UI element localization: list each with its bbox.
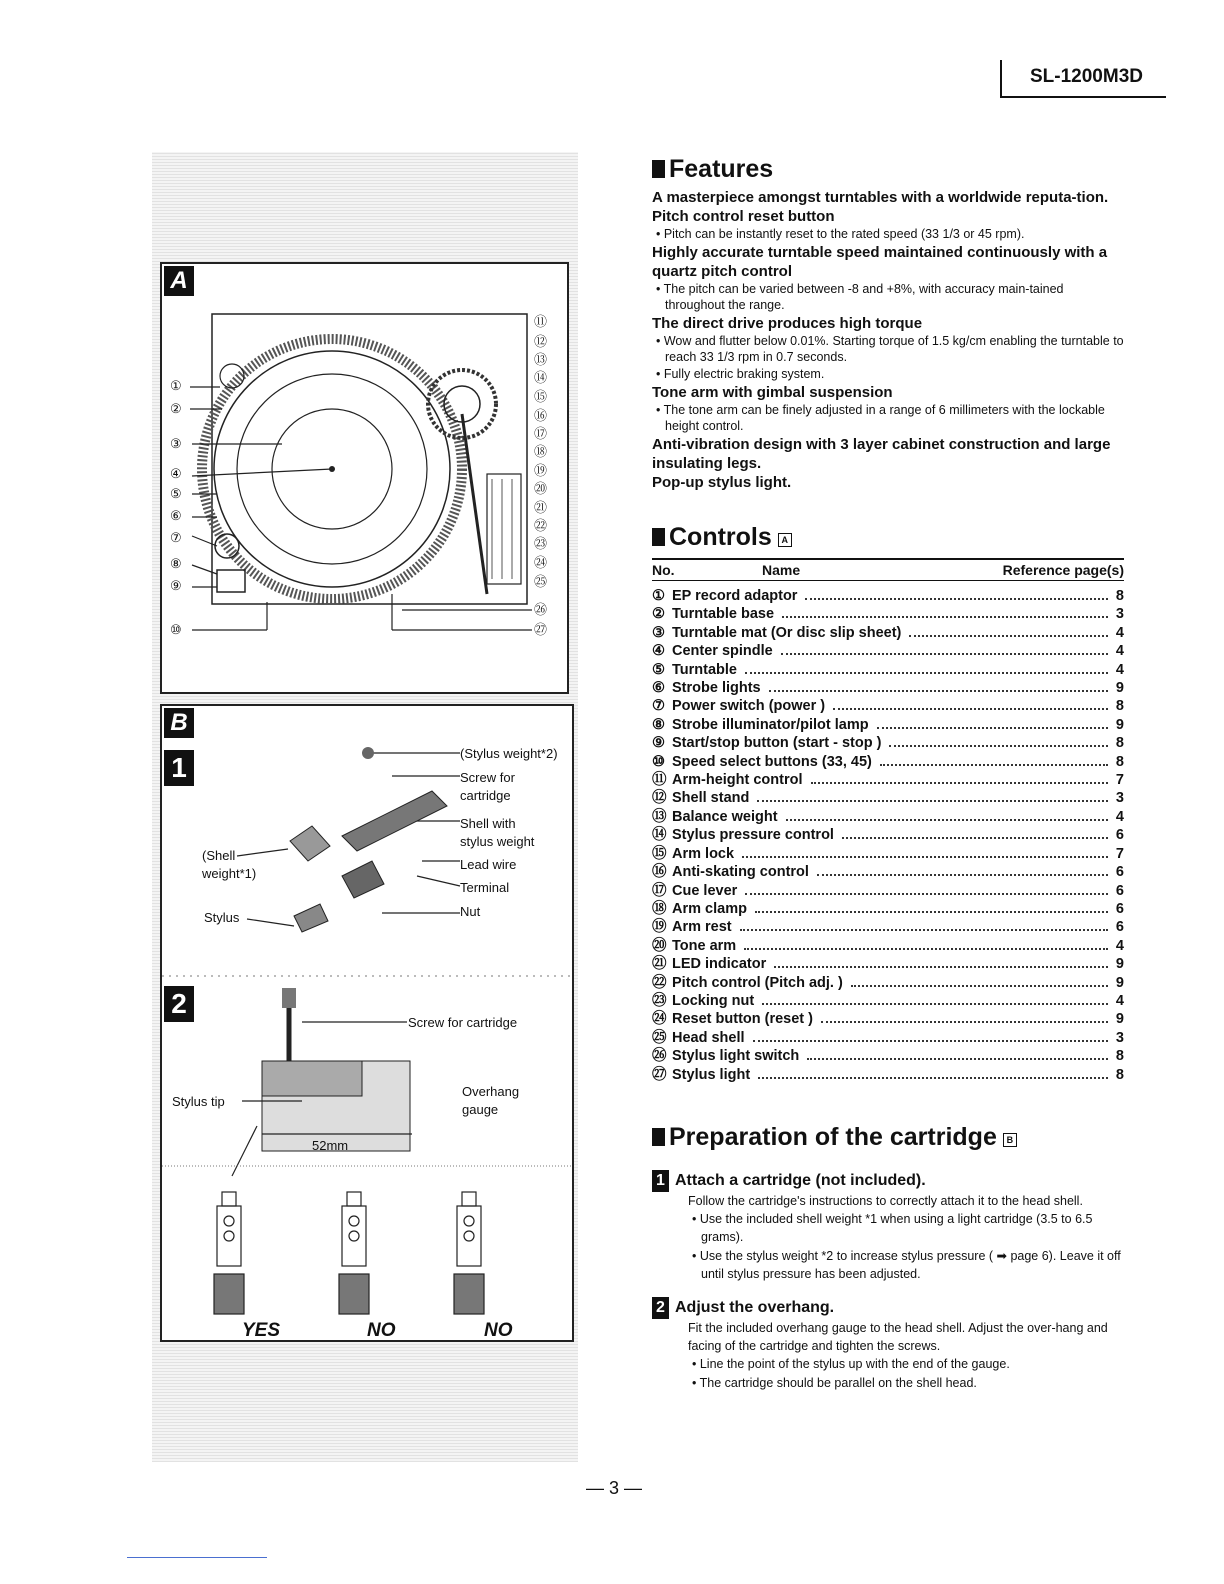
controls-table-header	[652, 560, 1124, 581]
callout-12: ⑫	[534, 334, 548, 349]
dot-leader	[842, 837, 1108, 839]
col-reference: Reference page(s)	[1002, 562, 1124, 578]
callout-1: ①	[170, 378, 182, 393]
panel-a-tag: A	[164, 266, 194, 296]
callout-27: ㉗	[534, 622, 548, 637]
control-name: Stylus pressure control	[672, 827, 834, 844]
control-page: 9	[1115, 974, 1124, 991]
control-name: EP record adaptor	[672, 588, 798, 604]
dot-leader	[877, 727, 1108, 729]
label-screw-for: Screw for	[460, 770, 515, 785]
panel-b-tag: B	[164, 708, 194, 738]
prep-step-2-title: Adjust the overhang.	[675, 1298, 835, 1316]
controls-row	[652, 863, 1124, 881]
controls-table	[652, 558, 1124, 1084]
feature-bullet: • The tone arm can be finely adjusted in a range of 6 millimeters with the lockable height control.	[656, 403, 1105, 433]
dot-leader	[755, 911, 1108, 913]
dot-leader	[821, 1021, 1108, 1023]
dot-leader	[769, 690, 1108, 692]
text-column	[652, 150, 1124, 1393]
control-page: 9	[1115, 716, 1124, 733]
control-page: 8	[1115, 698, 1124, 715]
dot-leader	[753, 1040, 1108, 1042]
label-shell-weight: weight*1)	[202, 866, 257, 881]
label-dimension: 52mm	[312, 1138, 349, 1153]
control-number: ⑲	[652, 919, 667, 936]
controls-row	[652, 1029, 1124, 1047]
control-number: ㉑	[652, 956, 667, 973]
controls-row	[652, 624, 1124, 642]
controls-row	[652, 642, 1124, 660]
square-bullet-icon	[652, 1128, 665, 1146]
control-number: ⑥	[652, 680, 665, 697]
control-number: ⑫	[652, 790, 667, 807]
control-page: 8	[1115, 1066, 1124, 1083]
control-number: ⑤	[652, 661, 665, 678]
prep-step-2-bullet: • Line the point of the stylus up with the end of the gauge.	[692, 1356, 1010, 1371]
control-name: Turntable	[672, 661, 737, 678]
control-number: ⑰	[652, 882, 667, 899]
control-page: 3	[1115, 606, 1124, 623]
control-page: 7	[1115, 772, 1124, 789]
control-page: 4	[1115, 992, 1124, 1009]
step-1-marker: 1	[164, 750, 194, 786]
preparation-heading	[652, 1118, 1124, 1156]
control-name: Turntable mat (Or disc slip sheet)	[672, 624, 902, 641]
controls-row	[652, 1047, 1124, 1065]
prep-step-1-number: 1	[652, 1170, 669, 1192]
feature-heading: Anti-vibration design with 3 layer cabinet construction and large insulating legs.	[652, 436, 1111, 472]
label-stylus: Stylus	[204, 910, 240, 925]
control-number: ⑱	[652, 900, 667, 917]
control-name: Center spindle	[672, 643, 773, 660]
control-name: Stylus light	[672, 1066, 751, 1083]
controls-row	[652, 789, 1124, 807]
model-header	[1000, 60, 1166, 98]
prep-step-2-body	[652, 1319, 1124, 1392]
turntable-diagram	[162, 264, 567, 692]
prep-step-2-text: Fit the included overhang gauge to the head shell. Adjust the over-hang and facing of the cartridge and tighten the screws.	[688, 1320, 1108, 1353]
panel-b	[160, 704, 574, 1342]
control-name: Reset button (reset )	[672, 1011, 813, 1028]
label-no-1: NO	[367, 1320, 396, 1341]
callout-25: ㉕	[534, 574, 548, 589]
control-page: 6	[1115, 900, 1124, 917]
control-page: 4	[1115, 808, 1124, 825]
panel-a	[160, 262, 569, 694]
controls-row	[652, 1066, 1124, 1084]
dot-leader	[745, 672, 1108, 674]
prep-step-1-heading	[652, 1170, 1124, 1192]
controls-row	[652, 734, 1124, 752]
controls-row	[652, 605, 1124, 623]
callout-18: ⑱	[534, 444, 548, 459]
callout-5: ⑤	[170, 486, 182, 501]
callout-3: ③	[170, 436, 182, 451]
controls-row	[652, 992, 1124, 1010]
feature-heading: Highly accurate turntable speed maintained continuously with a quartz pitch control	[652, 244, 1108, 280]
label-overhang: Overhang	[462, 1084, 520, 1099]
callout-11: ⑪	[534, 314, 548, 329]
callout-2: ②	[170, 401, 182, 416]
prep-step-1-bullet: • Use the included shell weight *1 when using a light cartridge (3.5 to 6.5 grams).	[692, 1211, 1093, 1244]
label-gauge: gauge	[462, 1102, 499, 1117]
label-screw-for-cartridge: Screw for cartridge	[408, 1015, 518, 1030]
label-no-2: NO	[484, 1320, 513, 1341]
controls-row	[652, 753, 1124, 771]
control-name: Speed select buttons (33, 45)	[672, 753, 872, 770]
control-number: ⑮	[652, 845, 667, 862]
label-lead-wire: Lead wire	[460, 857, 517, 872]
callout-14: ⑭	[534, 370, 548, 385]
callout-24: ㉔	[534, 555, 548, 570]
dot-leader	[889, 745, 1108, 747]
control-page: 3	[1115, 1029, 1124, 1046]
controls-row	[652, 771, 1124, 789]
dot-leader	[745, 893, 1108, 895]
callout-10: ⑩	[170, 622, 182, 637]
prep-step-1-text: Follow the cartridge's instructions to correctly attach it to the head shell.	[688, 1193, 1083, 1208]
control-page: 7	[1115, 845, 1124, 862]
control-page: 3	[1115, 790, 1124, 807]
controls-row	[652, 661, 1124, 679]
dot-leader	[740, 929, 1108, 931]
feature-bullet: • Wow and flutter below 0.01%. Starting torque of 1.5 kg/cm enabling the turntable to reach 33 1/3 rpm in 0.7 seconds.	[656, 334, 1124, 364]
control-page: 9	[1115, 1011, 1124, 1028]
controls-row	[652, 937, 1124, 955]
control-number: ①	[652, 588, 665, 604]
label-stylus-weight: (Stylus weight*2)	[460, 746, 558, 761]
features-heading	[652, 150, 1124, 188]
dot-leader	[817, 874, 1108, 876]
callout-7: ⑦	[170, 530, 182, 545]
feature-heading: A masterpiece amongst turntables with a worldwide reputa-tion.	[652, 189, 1109, 206]
callout-15: ⑮	[534, 389, 548, 404]
controls-row	[652, 716, 1124, 734]
feature-bullet: • Fully electric braking system.	[656, 367, 825, 381]
label-stylus-weight-2: stylus weight	[460, 834, 535, 849]
col-no: No.	[652, 562, 675, 578]
control-number: ⑦	[652, 698, 665, 715]
label-shell: (Shell	[202, 848, 236, 863]
control-page: 4	[1115, 661, 1124, 678]
col-name: Name	[762, 562, 801, 578]
control-page: 4	[1115, 624, 1124, 641]
control-name: Cue lever	[672, 882, 738, 899]
footer-line	[127, 1557, 267, 1558]
control-name: Arm-height control	[672, 772, 803, 789]
features-list	[652, 188, 1124, 492]
control-number: ㉕	[652, 1029, 667, 1046]
control-number: ㉗	[652, 1066, 667, 1083]
control-name: Turntable base	[672, 606, 775, 623]
dot-leader	[762, 1003, 1108, 1005]
control-number: ⑯	[652, 864, 667, 881]
label-yes: YES	[242, 1320, 281, 1341]
controls-row	[652, 587, 1124, 605]
control-name: Strobe illuminator/pilot lamp	[672, 716, 869, 733]
dot-leader	[758, 1077, 1108, 1079]
control-number: ⑨	[652, 735, 665, 752]
controls-row	[652, 1010, 1124, 1028]
label-shell-with: Shell with	[460, 816, 516, 831]
callout-26: ㉖	[534, 602, 548, 617]
square-bullet-icon	[652, 528, 665, 546]
preparation-title: Preparation of the cartridge	[669, 1122, 997, 1151]
control-number: ㉒	[652, 974, 667, 991]
control-page: 6	[1115, 919, 1124, 936]
control-name: Arm clamp	[672, 900, 747, 917]
callout-20: ⑳	[534, 481, 548, 496]
control-page: 8	[1115, 588, 1124, 604]
control-number: ㉓	[652, 992, 667, 1009]
control-number: ⑭	[652, 827, 667, 844]
callout-21: ㉑	[534, 500, 548, 515]
control-page: 8	[1115, 753, 1124, 770]
feature-heading: The direct drive produces high torque	[652, 315, 923, 332]
control-name: Balance weight	[672, 808, 778, 825]
control-number: ㉔	[652, 1011, 667, 1028]
feature-heading: Pop-up stylus light.	[652, 474, 792, 491]
prep-step-2-number: 2	[652, 1297, 669, 1319]
prep-step-2-heading	[652, 1297, 1124, 1319]
control-name: Shell stand	[672, 790, 750, 807]
control-name: Anti-skating control	[672, 864, 809, 881]
model-number: SL-1200M3D	[1030, 66, 1143, 87]
dot-leader	[781, 653, 1108, 655]
prep-step-2-bullet: • The cartridge should be parallel on the shell head.	[692, 1375, 977, 1390]
control-number: ㉖	[652, 1048, 667, 1065]
callout-16: ⑯	[534, 408, 548, 423]
callout-22: ㉒	[534, 518, 548, 533]
callout-19: ⑲	[534, 463, 548, 478]
feature-bullet: • Pitch can be instantly reset to the rated speed (33 1/3 or 45 rpm).	[656, 227, 1025, 241]
control-name: Locking nut	[672, 992, 755, 1009]
controls-row	[652, 679, 1124, 697]
control-name: Pitch control (Pitch adj. )	[672, 974, 843, 991]
control-number: ⑪	[652, 772, 667, 789]
prep-step-1-title: Attach a cartridge (not included).	[675, 1171, 926, 1189]
control-number: ⑳	[652, 937, 667, 954]
control-page: 9	[1115, 680, 1124, 697]
dot-leader	[782, 616, 1108, 618]
controls-row	[652, 882, 1124, 900]
dot-leader	[909, 635, 1108, 637]
dot-leader	[786, 819, 1108, 821]
control-page: 6	[1115, 864, 1124, 881]
feature-bullet: • The pitch can be varied between -8 and +8%, with accuracy main-tained throughout the range.	[656, 282, 1064, 312]
callout-8: ⑧	[170, 556, 182, 571]
control-name: Strobe lights	[672, 680, 761, 697]
preparation-figure-badge: B	[1003, 1133, 1017, 1147]
dot-leader	[757, 800, 1108, 802]
control-number: ②	[652, 606, 665, 623]
label-cartridge: cartridge	[460, 788, 511, 803]
control-number: ④	[652, 643, 665, 660]
control-page: 8	[1115, 735, 1124, 752]
dot-leader	[742, 856, 1108, 858]
control-page: 6	[1115, 882, 1124, 899]
controls-row	[652, 974, 1124, 992]
controls-row	[652, 900, 1124, 918]
callout-6: ⑥	[170, 508, 182, 523]
controls-heading	[652, 518, 1124, 556]
page-number: — 3 —	[586, 1478, 643, 1498]
controls-title: Controls	[669, 523, 772, 551]
controls-row	[652, 808, 1124, 826]
dot-leader	[811, 782, 1108, 784]
controls-row	[652, 826, 1124, 844]
step-2-marker: 2	[164, 986, 194, 1022]
control-name: LED indicator	[672, 956, 767, 973]
callout-4: ④	[170, 466, 182, 481]
control-name: Power switch (power )	[672, 698, 826, 715]
feature-heading: Tone arm with gimbal suspension	[652, 384, 893, 401]
control-page: 6	[1115, 827, 1124, 844]
control-page: 4	[1115, 937, 1124, 954]
controls-row	[652, 697, 1124, 715]
features-title: Features	[669, 155, 774, 183]
control-name: Start/stop button (start - stop )	[672, 735, 882, 752]
callout-17: ⑰	[534, 426, 548, 441]
label-stylus-tip: Stylus tip	[172, 1094, 225, 1109]
dot-leader	[744, 948, 1108, 950]
control-name: Head shell	[672, 1029, 745, 1046]
control-number: ⑧	[652, 716, 665, 733]
callout-9: ⑨	[170, 578, 182, 593]
control-number: ③	[652, 624, 665, 641]
control-page: 9	[1115, 956, 1124, 973]
control-page: 8	[1115, 1048, 1124, 1065]
controls-rows	[652, 587, 1124, 1084]
prep-step-1-body	[652, 1192, 1124, 1283]
callout-13: ⑬	[534, 352, 548, 367]
control-name: Tone arm	[672, 937, 737, 954]
label-terminal: Terminal	[460, 880, 510, 895]
control-name: Arm lock	[672, 845, 735, 862]
control-page: 4	[1115, 643, 1124, 660]
prep-step-1-bullet: • Use the stylus weight *2 to increase stylus pressure ( ➡ page 6). Leave it off until stylus pressure has been adjusted.	[692, 1248, 1121, 1281]
control-number: ⑩	[652, 753, 665, 770]
controls-figure-badge: A	[778, 533, 792, 547]
label-nut: Nut	[460, 904, 481, 919]
control-number: ⑬	[652, 808, 667, 825]
dot-leader	[805, 598, 1107, 600]
callout-23: ㉓	[534, 536, 548, 551]
control-name: Arm rest	[672, 919, 732, 936]
square-bullet-icon	[652, 160, 665, 178]
control-name: Stylus light switch	[672, 1048, 800, 1065]
controls-row	[652, 845, 1124, 863]
dot-leader	[774, 966, 1108, 968]
dot-leader	[807, 1058, 1108, 1060]
controls-row	[652, 955, 1124, 973]
dot-leader	[880, 764, 1108, 766]
figure-column	[152, 152, 578, 1462]
feature-heading: Pitch control reset button	[652, 208, 835, 225]
controls-row	[652, 918, 1124, 936]
dot-leader	[851, 985, 1108, 987]
dot-leader	[833, 708, 1108, 710]
